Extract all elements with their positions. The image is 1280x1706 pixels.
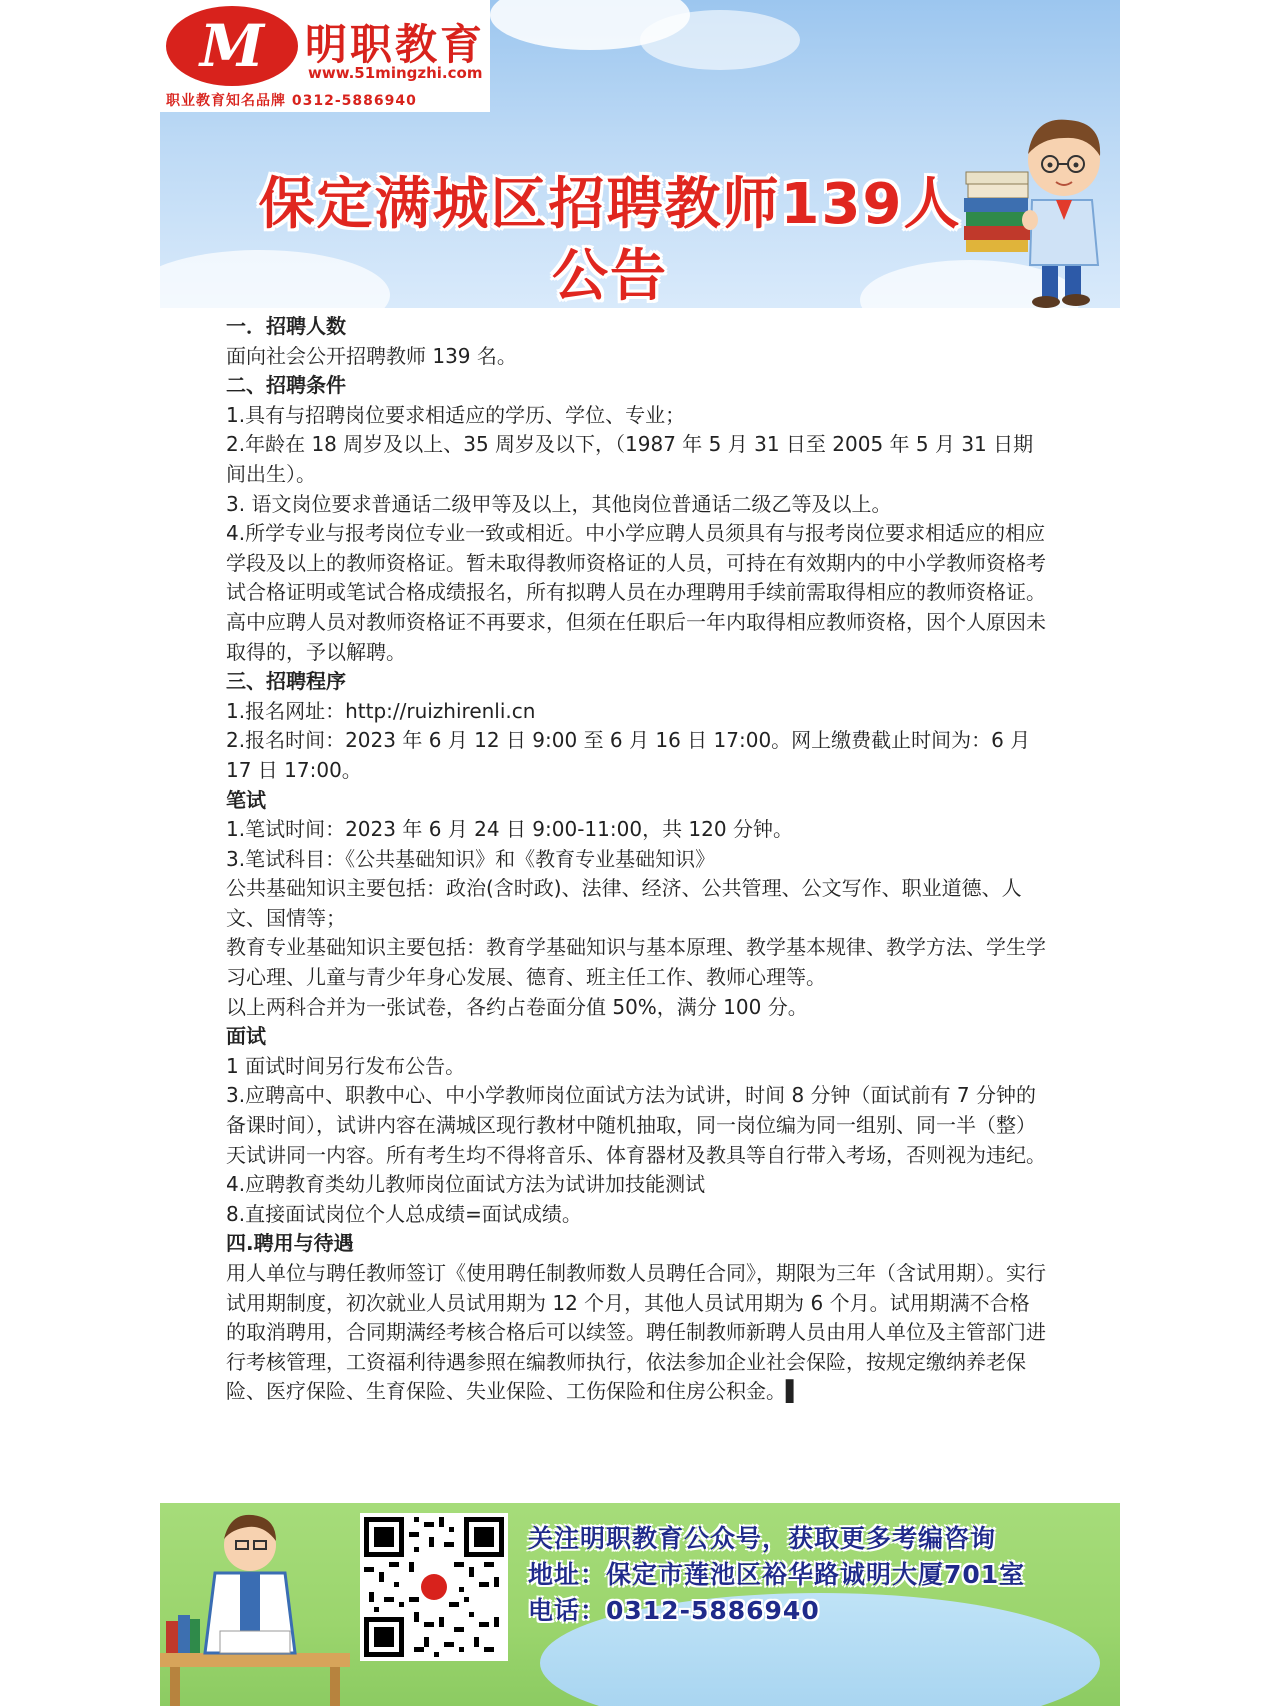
paragraph: 高中应聘人员对教师资格证不再要求，但须在任职后一年内取得相应教师资格，因个人原因未取得的，予以解聘。 — [226, 609, 1046, 664]
paragraph: 公共基础知识主要包括：政治(含时政)、法律、经济、公共管理、公文写作、职业道德、人文、国情等； — [226, 876, 1022, 930]
paragraph: 教育专业基础知识主要包括：教育学基础知识与基本原理、教学基本规律、教学方法、学生学习心理、儿童与青少年身心发展、德育、班主任工作、教师心理等。 — [226, 935, 1046, 990]
section-heading: 三、招聘程序 — [226, 669, 346, 694]
announcement-body — [226, 312, 1046, 1407]
brand-url: www.51mingzhi.com — [308, 64, 483, 82]
paragraph: 3. 语文岗位要求普通话二级甲等及以上，其他岗位普通话二级乙等及以上。 — [226, 491, 892, 516]
paragraph: 1.笔试时间：2023 年 6 月 24 日 9:00-11:00，共 120 分钟。 — [226, 817, 793, 842]
brand-logo — [160, 0, 490, 112]
brand-tagline: 职业教育知名品牌 0312-5886940 — [166, 93, 417, 109]
page-title: 保定满城区招聘教师139人 — [258, 172, 962, 237]
registration-url: 1.报名网址：http://ruizhirenli.cn — [226, 698, 536, 723]
paragraph: 以上两科合并为一张试卷，各约占卷面分值 50%，满分 100 分。 — [226, 994, 808, 1019]
footer-banner — [160, 1503, 1120, 1706]
paragraph: 2.年龄在 18 周岁及以上、35 周岁及以下，（1987 年 5 月 31 日至 2005 年 5 月 31 日期间出生）。 — [226, 432, 1034, 486]
logo-mark: M — [166, 6, 298, 86]
subsection-heading: 面试 — [226, 1024, 266, 1049]
footer-address: 地址：保定市莲池区裕华路诚明大厦701室 — [528, 1560, 1026, 1589]
subsection-heading: 笔试 — [226, 787, 266, 812]
paragraph: 3.笔试科目：《公共基础知识》和《教育专业基础知识》 — [226, 846, 716, 871]
qr-code-icon — [364, 1517, 504, 1657]
section-heading: 一．招聘人数 — [226, 314, 346, 338]
brand-name: 明职教育 — [305, 20, 486, 69]
paragraph: 面向社会公开招聘教师 139 名。 — [226, 343, 517, 368]
footer-follow-text: 关注明职教育公众号，获取更多考编咨询 — [528, 1524, 997, 1553]
paragraph: 4.所学专业与报考岗位专业一致或相近。中小学应聘人员须具有与报考岗位要求相适应的相应学段及以上的教师资格证。暂未取得教师资格证的人员，可持在有效期内的中小学教师资格考试合格证明或笔试合格成绩报名，所有拟聘人员在办理聘用手续前需取得相应的教师资格证。 — [226, 521, 1046, 605]
header-banner — [160, 0, 1120, 308]
paragraph: 1.具有与招聘岗位要求相适应的学历、学位、专业； — [226, 402, 686, 427]
student-writing-illustration — [160, 1503, 350, 1706]
qr-code — [360, 1513, 508, 1661]
footer-phone: 电话：0312-5886940 — [528, 1596, 820, 1625]
paragraph: 用人单位与聘任教师签订《使用聘任制教师数人员聘任合同》，期限为三年（含试用期）。实行试用期制度，初次就业人员试用期为 12 个月，其他人员试用期为 6 个月。试用期满不合格的取消聘用，合同期满经考核合格后可以续签。聘任制教师新聘人员由用人单位及主管部门进行考核管理，工资福利待遇参照在编教师执行，依法参加企业社会保险，按规定缴纳养老保险、医疗保险、生育保险、失业保险、工伤保险和住房公积金。▌ — [226, 1261, 1046, 1404]
paragraph: 1 面试时间另行发布公告。 — [226, 1053, 466, 1078]
paragraph: 3.应聘高中、职教中心、中小学教师岗位面试方法为试讲，时间 8 分钟（面试前有 7 分钟的备课时间），试讲内容在满城区现行教材中随机抽取，同一岗位编为同一组别、同一半（整）天试讲同一内容。所有考生均不得将音乐、体育器材及教具等自行带入考场，否则视为违纪。 — [226, 1083, 1046, 1167]
paragraph: 2.报名时间：2023 年 6 月 12 日 9:00 至 6 月 16 日 17:00。网上缴费截止时间为：6 月 17 日 17:00。 — [226, 728, 1031, 782]
section-heading: 二、招聘条件 — [226, 373, 346, 398]
page-title-line2: 公告 — [552, 244, 668, 308]
announcement-poster — [160, 0, 1120, 1706]
paragraph: 8.直接面试岗位个人总成绩=面试成绩。 — [226, 1201, 582, 1226]
section-heading: 四.聘用与待遇 — [226, 1231, 354, 1256]
boy-with-books-illustration — [960, 110, 1120, 308]
paragraph: 4.应聘教育类幼儿教师岗位面试方法为试讲加技能测试 — [226, 1172, 706, 1197]
